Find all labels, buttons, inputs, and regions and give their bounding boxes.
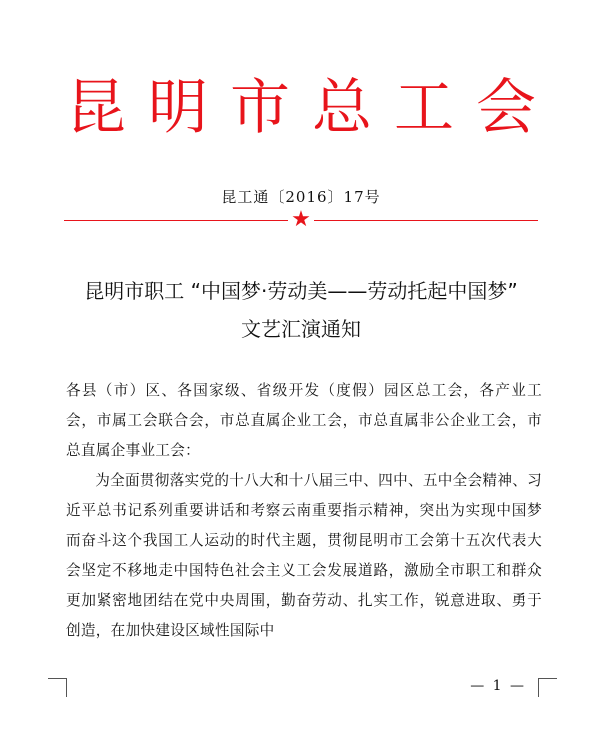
notice-title-line1: 昆明市职工 “中国梦·劳动美——劳动托起中国梦”	[84, 279, 518, 303]
red-star-icon: ★	[291, 207, 311, 232]
divider-line-left	[64, 220, 288, 221]
document-number: 昆工通〔2016〕17号	[221, 188, 381, 206]
body-paragraph: 为全面贯彻落实党的十八大和十八届三中、四中、五中全会精神、习近平总书记系列重要讲话和考察云南重要指示精神，突出为实现中国梦而奋斗这个我国工人运动的时代主题，贯彻昆明市工会第十五次代表大会坚定不移地走中国特色社会主义工会发展道路，激励全市职工和群众更加紧密地团结在党中央周围，勤奋劳动、扎实工作，锐意进取、勇于创造，在加快建设区域性国际中	[66, 472, 543, 639]
divider-line-right	[314, 220, 538, 221]
notice-title-line2: 文艺汇演通知	[241, 317, 361, 341]
body-text	[66, 376, 542, 646]
page-number: — 1 —	[470, 678, 526, 694]
red-divider	[64, 209, 538, 231]
crop-mark-right	[538, 678, 557, 697]
notice-title	[0, 272, 602, 348]
org-title: 昆明市总工会	[66, 73, 558, 143]
addressee-paragraph: 各县（市）区、各国家级、省级开发（度假）园区总工会，各产业工会，市属工会联合会，市总直属企业工会，市总直属非公企业工会，市总直属企事业工会：	[66, 382, 542, 459]
